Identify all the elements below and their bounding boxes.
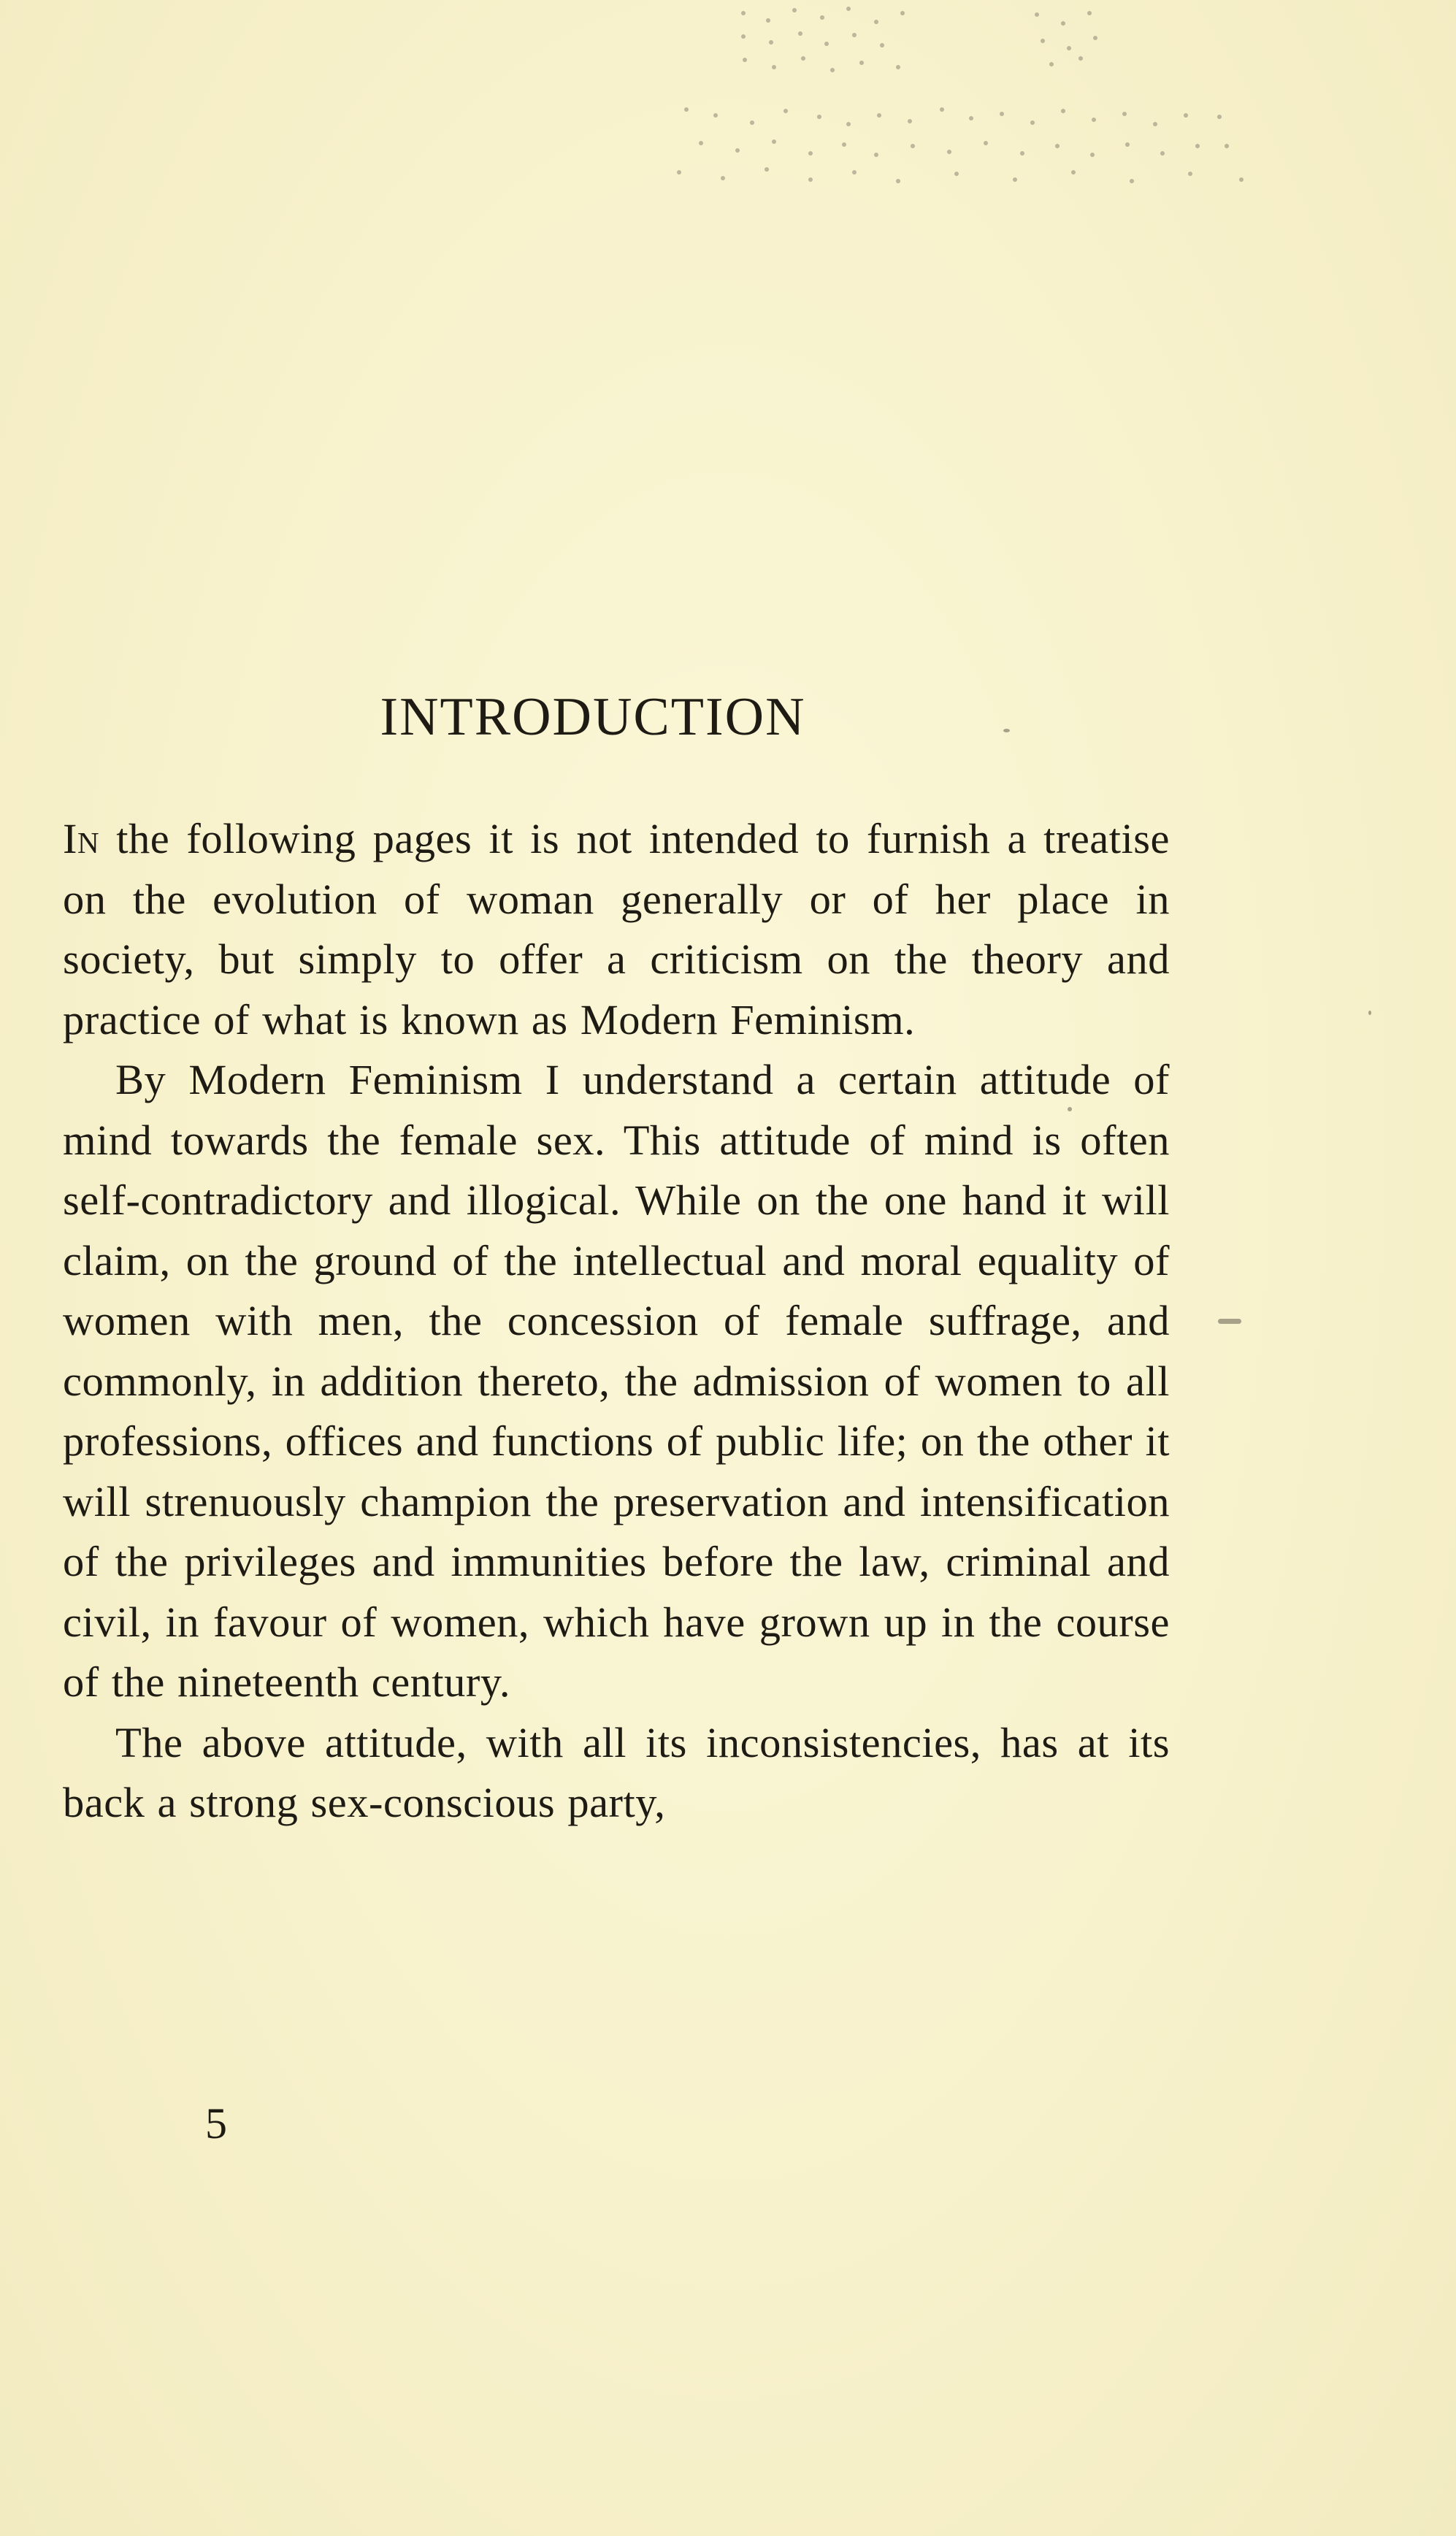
paragraph-2: By Modern Feminism I understand a certain attitude of mind towards the female sex. This attitude of mind is often self-contradictory and illogical. While on the one hand it will claim, on the ground of the intellectual and moral equality of women with men, the concession of female suffrage, and commonly, in addition thereto, the admission of women to all professions, offices and functions of public life; on the other it will strenuously champion the preservation and intensification of the privileges and immunities before the law, criminal and civil, in favour of women, which have grown up in the course of the nineteenth century. <box>63 1056 1170 1706</box>
lead-word: In <box>63 815 100 862</box>
heading-text: INTRODUCTION <box>380 687 806 747</box>
paper-speck <box>1218 1319 1241 1324</box>
paragraph-1 <box>63 809 1170 1050</box>
paragraph-1-text: the following pages it is not intended to furnish a treatise on the evolution of woman generally or of her place in society, but simply to offer a criticism on the theory and practice of what is known as Modern Feminism. <box>63 815 1170 1043</box>
paragraph-3: The above attitude, with all its inconsistencies, has at its back a strong sex-conscious party, <box>63 1718 1170 1826</box>
body-text <box>63 809 1170 1834</box>
bleed-through-pattern <box>657 0 1285 190</box>
paper-speck <box>1368 1011 1371 1015</box>
show-through-marks <box>657 0 1285 190</box>
paper-speck <box>1068 1107 1072 1111</box>
page-number: 5 <box>205 2099 227 2148</box>
chapter-heading <box>0 686 1456 748</box>
paper-speck <box>1003 729 1010 732</box>
